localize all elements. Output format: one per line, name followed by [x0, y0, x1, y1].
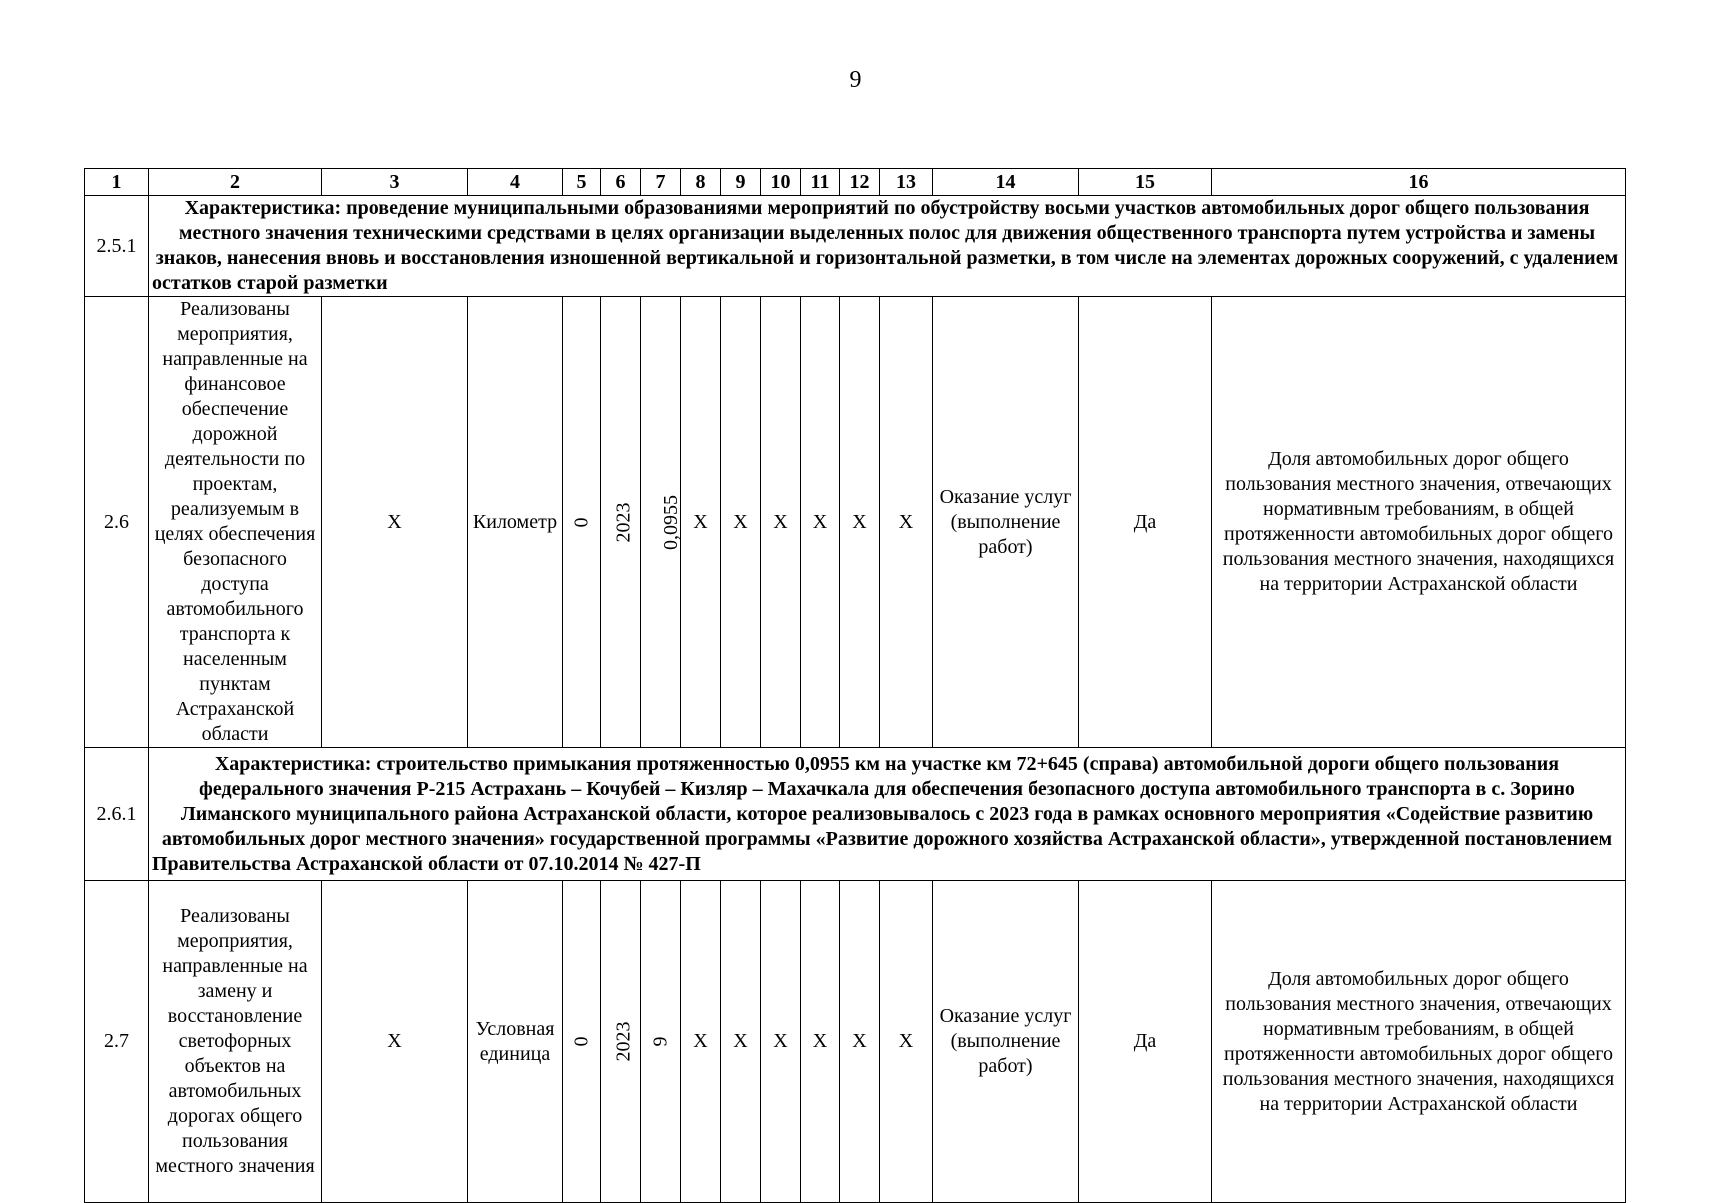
col-7-value: [641, 881, 681, 1203]
col-13-value: X: [880, 297, 933, 748]
col-15-value: Да: [1079, 881, 1212, 1203]
row-code: 2.7: [85, 881, 149, 1203]
col-header-11: 11: [801, 169, 840, 196]
col-header-6: 6: [601, 169, 641, 196]
col-header-9: 9: [721, 169, 761, 196]
result-name: Реализованы мероприятия, направленные на финансовое обеспечение дорожной деятельности по проектам, реализуемым в целях обеспечения безопасного доступа автомобильного транспорта к населенным пунктам Астраханской области: [149, 297, 322, 748]
page-number: 9: [849, 67, 862, 93]
row-code: 2.6.1: [85, 748, 149, 881]
col-header-12: 12: [840, 169, 880, 196]
linked-indicator: Доля автомобильных дорог общего пользования местного значения, отвечающих нормативным требованиям, в общей протяженности автомобильных дорог общего пользования местного значения, находящихся на территории Астраханской области: [1212, 881, 1626, 1203]
row-code: 2.6: [85, 297, 149, 748]
col-5-text: 0: [570, 1036, 592, 1047]
col-5-value: [563, 297, 601, 748]
col-6-text: 2023: [612, 1021, 635, 1062]
col-header-8: 8: [681, 169, 721, 196]
col-6-value: [601, 297, 641, 748]
col-5-value: [563, 881, 601, 1203]
results-table: [84, 168, 1626, 1203]
characteristic-text: Характеристика: строительство примыкания протяженностью 0,0955 км на участке км 72+645 (справа) автомобильной дороги общего пользования федерального значения Р-215 Астрахань – Кочубей – Кизляр – Махачкала для обеспечения безопасного доступа автомобильного транспорта в с. Зорино Лиманского муниципального района Астраханской области, которое реализовывалось с 2023 года в рамках основного мероприятия «Содействие развитию автомобильных дорог местного значения» государственной программы «Развитие дорожного хозяйства Астраханской области», утвержденной постановлением Правительства Астраханской области от 07.10.2014 № 427-П: [149, 748, 1626, 881]
unit-of-measure: Километр: [468, 297, 563, 748]
col-header-5: 5: [563, 169, 601, 196]
col-header-14: 14: [933, 169, 1079, 196]
col-header-2: 2: [149, 169, 322, 196]
col-13-value: X: [880, 881, 933, 1203]
col-10-value: X: [761, 297, 801, 748]
col-15-value: Да: [1079, 297, 1212, 748]
col-11-value: X: [801, 297, 840, 748]
col-11-value: X: [801, 881, 840, 1203]
characteristic-text: Характеристика: проведение муниципальными образованиями мероприятий по обустройству восьми участков автомобильных дорог общего пользования местного значения техническими средствами в целях организации выделенных полос для движения общественного транспорта путем устройства и замены знаков, нанесения вновь и восстановления изношенной вертикальной и горизонтальной разметки, в том числе на элементах дорожных сооружений, с удалением остатков старой разметки: [149, 196, 1626, 297]
row-code: 2.5.1: [85, 196, 149, 297]
result-row-2-6: [85, 297, 1626, 748]
col-10-value: X: [761, 881, 801, 1203]
col-header-1: 1: [85, 169, 149, 196]
col-header-7: 7: [641, 169, 681, 196]
characteristic-row-2-6-1: [85, 748, 1626, 881]
col-7-text: 0,0955: [660, 494, 682, 550]
result-type: Оказание услуг (выполнение работ): [933, 881, 1079, 1203]
col-8-value: X: [681, 297, 721, 748]
linked-indicator: Доля автомобильных дорог общего пользования местного значения, отвечающих нормативным требованиям, в общей протяженности автомобильных дорог общего пользования местного значения, находящихся на территории Астраханской области: [1212, 297, 1626, 748]
col-header-13: 13: [880, 169, 933, 196]
col-header-16: 16: [1212, 169, 1626, 196]
col-3-value: X: [322, 881, 468, 1203]
col-header-4: 4: [468, 169, 563, 196]
col-12-value: X: [840, 881, 880, 1203]
col-header-10: 10: [761, 169, 801, 196]
unit-of-measure: Условная единица: [468, 881, 563, 1203]
col-6-text: 2023: [612, 502, 635, 542]
col-9-value: X: [721, 297, 761, 748]
col-7-value: [641, 297, 681, 748]
result-name: Реализованы мероприятия, направленные на замену и восстановление светофорных объектов на автомобильных дорогах общего пользования местного значения: [149, 881, 322, 1203]
column-number-header-row: [85, 169, 1626, 196]
col-3-value: X: [322, 297, 468, 748]
col-12-value: X: [840, 297, 880, 748]
col-header-15: 15: [1079, 169, 1212, 196]
characteristic-row-2-5-1: [85, 196, 1626, 297]
col-7-text: 9: [649, 1036, 671, 1047]
col-8-value: X: [681, 881, 721, 1203]
col-header-3: 3: [322, 169, 468, 196]
col-9-value: X: [721, 881, 761, 1203]
col-5-text: 0: [570, 517, 592, 527]
result-type: Оказание услуг (выполнение работ): [933, 297, 1079, 748]
col-6-value: [601, 881, 641, 1203]
result-row-2-7: [85, 881, 1626, 1203]
